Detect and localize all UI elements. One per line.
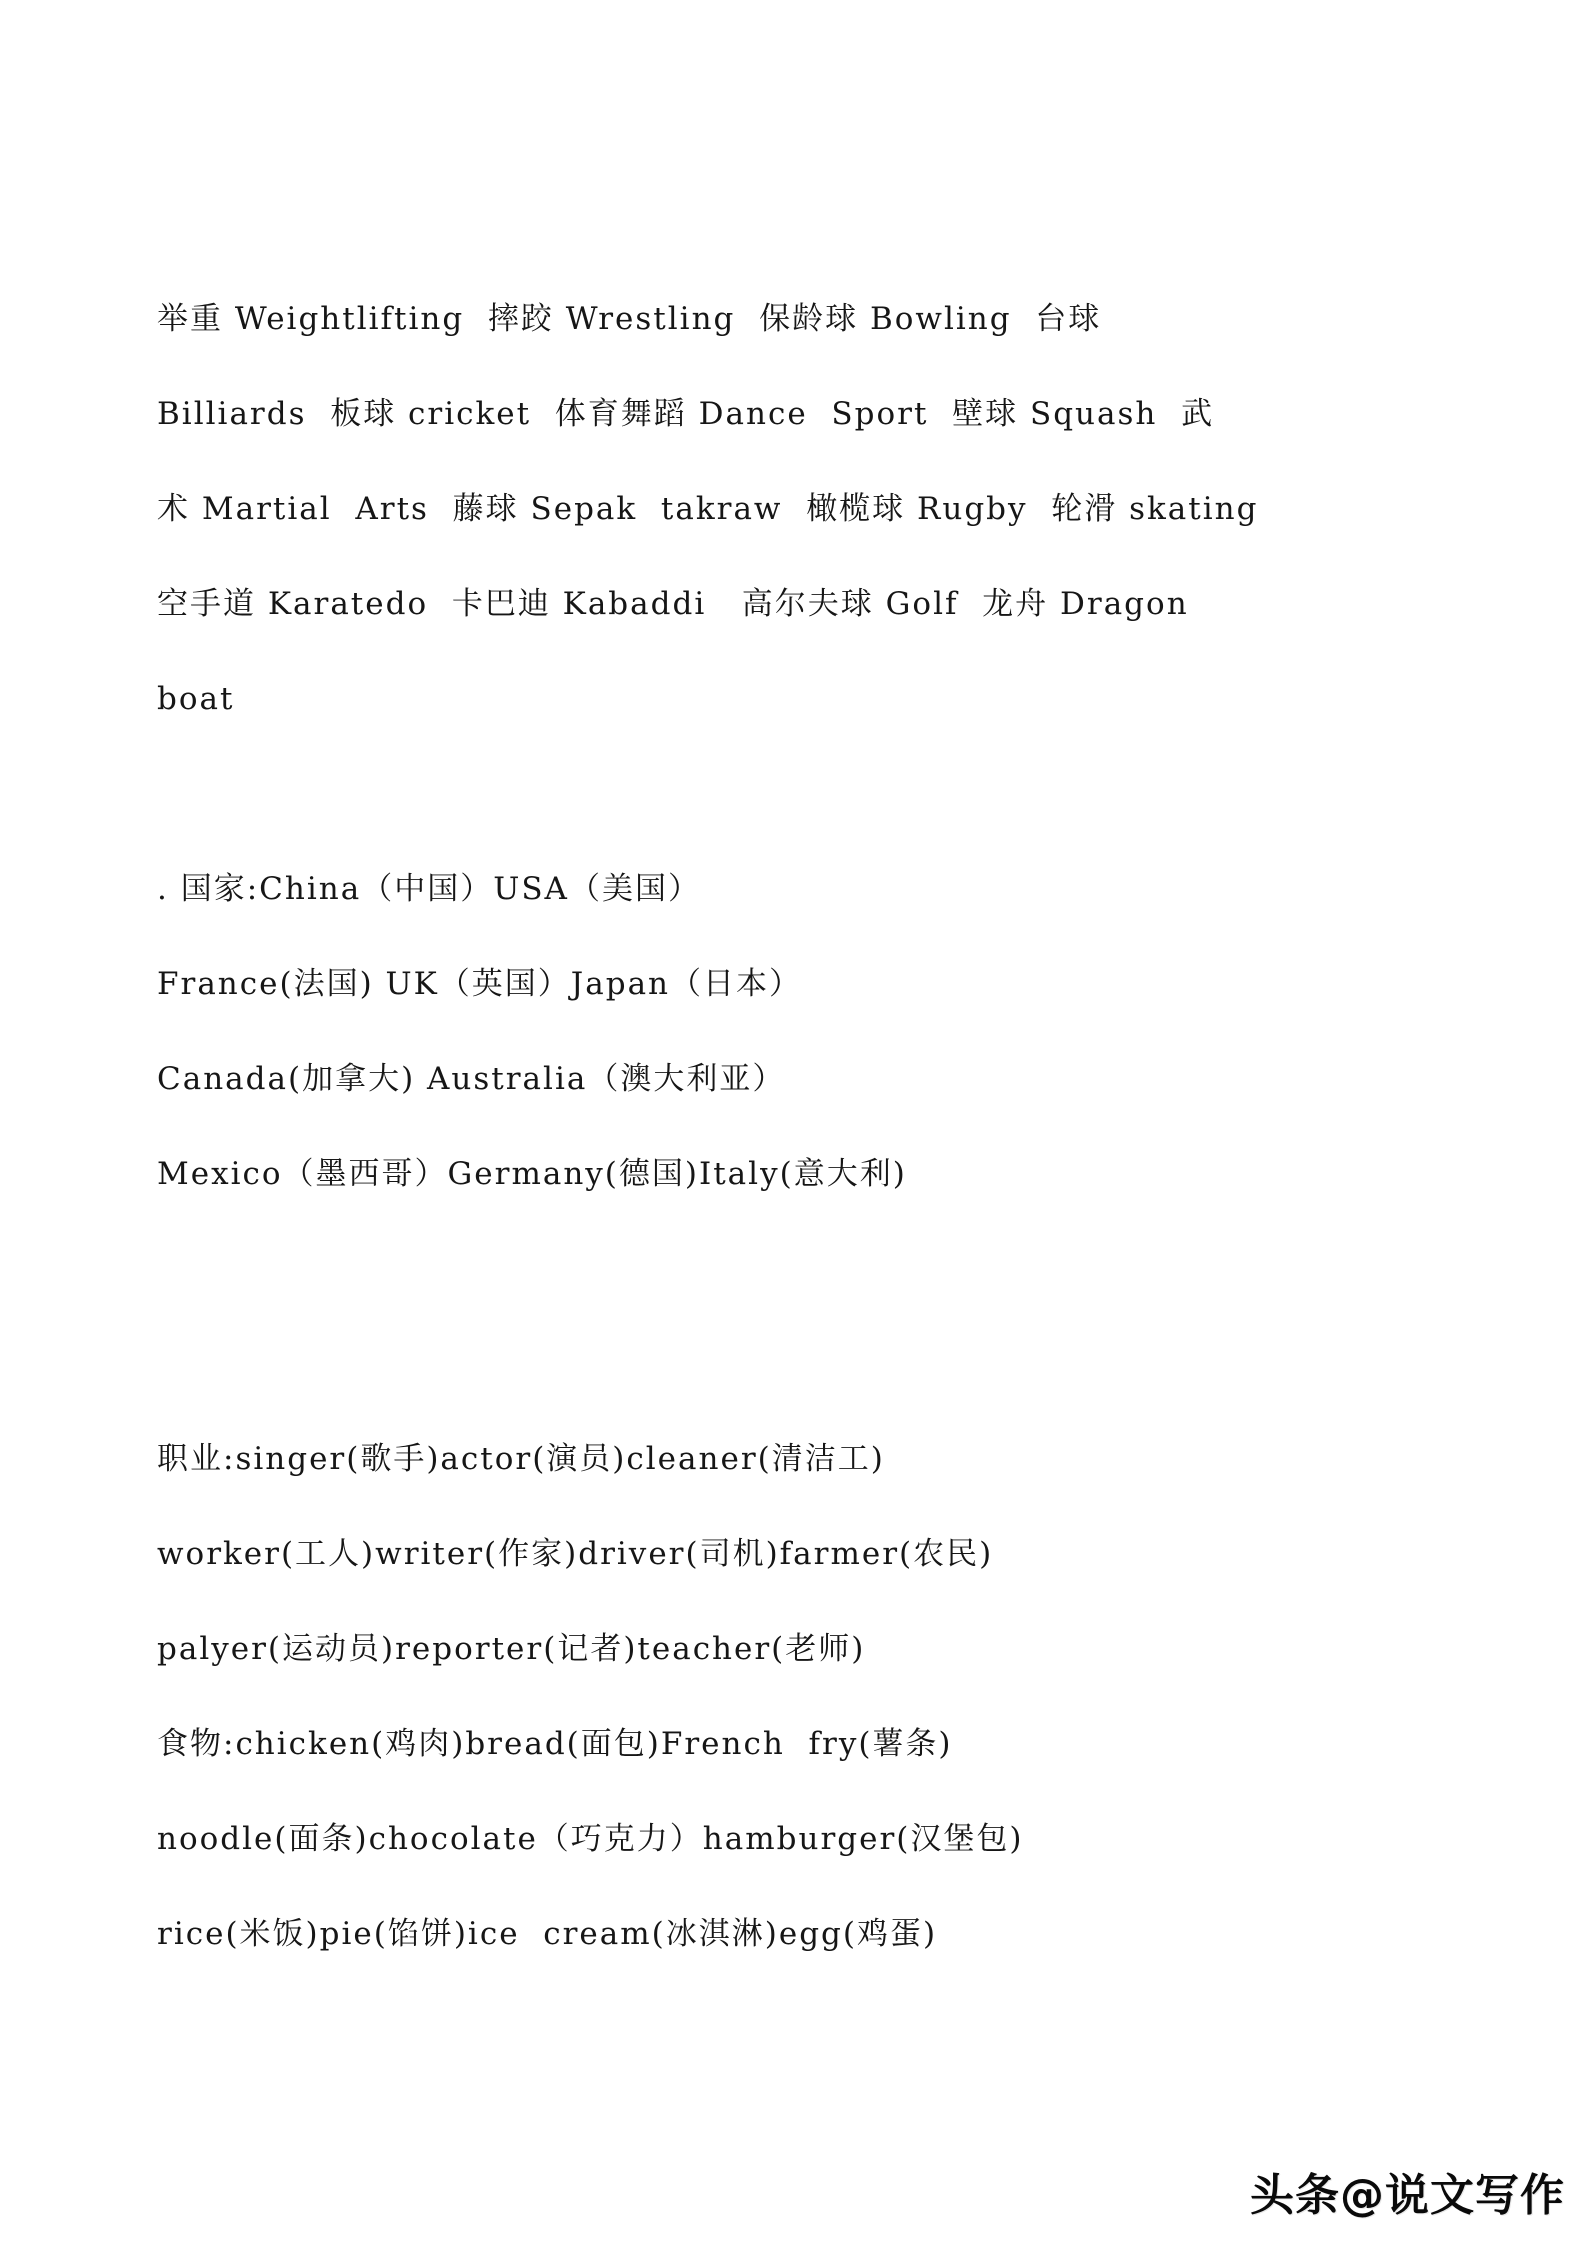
text-content bbox=[157, 272, 1467, 1982]
text-line bbox=[157, 1222, 1467, 1317]
text-line: 术 Martial Arts 藤球 Sepak takraw 橄榄球 Rugby 轮滑 skating bbox=[157, 491, 1259, 527]
text-line: Canada(加拿大) Australia（澳大利亚） bbox=[157, 1061, 786, 1097]
text-line: 空手道 Karatedo 卡巴迪 Kabaddi 高尔夫球 Golf 龙舟 Dragon bbox=[157, 586, 1189, 622]
text-line: France(法国) UK（英国）Japan（日本） bbox=[157, 966, 803, 1002]
text-line: 食物:chicken(鸡肉)bread(面包)French fry(薯条) bbox=[157, 1726, 953, 1762]
text-line: 职业:singer(歌手)actor(演员)cleaner(清洁工) bbox=[157, 1441, 885, 1477]
text-line: rice(米饭)pie(馅饼)ice cream(冰淇淋)egg(鸡蛋) bbox=[157, 1916, 938, 1952]
text-line: boat bbox=[157, 681, 235, 717]
watermark-label: 头条@说文写作 bbox=[1250, 2170, 1565, 2221]
text-line bbox=[157, 1317, 1467, 1412]
text-line: noodle(面条)chocolate（巧克力）hamburger(汉堡包) bbox=[157, 1821, 1024, 1857]
text-line bbox=[157, 747, 1467, 842]
text-line: palyer(运动员)reporter(记者)teacher(老师) bbox=[157, 1631, 866, 1667]
text-line: 举重 Weightlifting 摔跤 Wrestling 保龄球 Bowling 台球 bbox=[157, 301, 1102, 337]
text-line: Billiards 板球 cricket 体育舞蹈 Dance Sport 壁球 Squash 武 bbox=[157, 396, 1215, 432]
text-line: worker(工人)writer(作家)driver(司机)farmer(农民) bbox=[157, 1536, 994, 1572]
text-lines-container bbox=[157, 272, 1467, 1982]
text-line: . 国家:China（中国）USA（美国） bbox=[157, 871, 701, 907]
text-line: Mexico（墨西哥）Germany(德国)Italy(意大利) bbox=[157, 1156, 907, 1192]
